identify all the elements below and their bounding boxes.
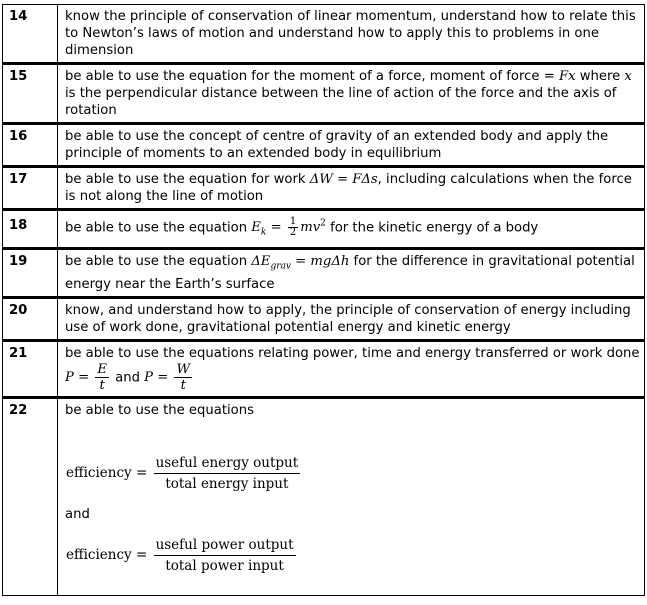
row-text: be able to use the equations efficiency = $\frac{\text{useful energy output}}{\text{total energy input}}$ and efficiency = $\frac{\text{useful power output}}{\text{total power input}}$ xyxy=(58,397,645,595)
row-number: 21 xyxy=(3,340,58,397)
row-text: be able to use the concept of centre of gravity of an extended body and apply the principle of moments to an extended body in equilibrium xyxy=(58,124,645,167)
table-row xyxy=(3,124,645,167)
table-row xyxy=(3,167,645,210)
table-row xyxy=(3,297,645,340)
row-number: 17 xyxy=(3,167,58,210)
row-text: be able to use the equation for work ΔW = FΔs, including calculations when the force is not along the line of motion xyxy=(58,167,645,210)
variable: x xyxy=(624,69,632,84)
row-number: 16 xyxy=(3,124,58,167)
row-number: 18 xyxy=(3,210,58,249)
table-row xyxy=(3,64,645,124)
efficiency-power-equation: efficiency = $\frac{\text{useful power output}}{\text{total power input}}$ xyxy=(66,536,294,574)
row-text: know, and understand how to apply, the principle of conservation of energy including use of work done, gravitational potential energy and kinetic energy xyxy=(58,297,645,340)
table-row xyxy=(3,340,645,397)
equation: $\Delta E_{grav} = mg\Delta h$ xyxy=(251,254,350,272)
row-number: 22 xyxy=(3,397,58,595)
row-text: be able to use the equations relating power, time and energy transferred or work done P = $\frac{E}{t}$ and P = $\frac{W}{t}$ xyxy=(58,340,645,397)
table-row xyxy=(3,210,645,249)
row-text: be able to use the equation $\Delta E_{grav} = mg\Delta h$ for the difference in gravitational potential energy near the Earth’s surface xyxy=(58,249,645,298)
row-text: be able to use the equation $E_k$ = $\frac{1}{2}$ $mv^2$ for the kinetic energy of a body xyxy=(58,210,645,249)
table-row xyxy=(3,249,645,298)
row-number: 20 xyxy=(3,297,58,340)
table-row xyxy=(3,5,645,64)
row-text: know the principle of conservation of linear momentum, understand how to relate this to Newton’s laws of motion and understand how to apply this to problems in one dimension xyxy=(58,5,645,64)
equation: Fx xyxy=(558,69,576,84)
equation: $E_k$ = $\frac{1}{2}$ $mv^2$ xyxy=(251,215,326,239)
row-number: 15 xyxy=(3,64,58,124)
efficiency-energy-equation: efficiency = $\frac{\text{useful energy output}}{\text{total energy input}}$ xyxy=(66,454,299,492)
row-text: be able to use the equation for the moment of a force, moment of force = Fx where x is the perpendicular distance between the line of action of the force and the axis of rotation xyxy=(58,64,645,124)
row-number: 19 xyxy=(3,249,58,298)
specification-table xyxy=(2,4,645,596)
equation-power-work: P = $\frac{W}{t}$ xyxy=(144,361,191,393)
equation-power-energy: P = $\frac{E}{t}$ xyxy=(65,361,107,393)
table-row xyxy=(3,397,645,595)
equation: ΔW = FΔs xyxy=(309,172,378,187)
row-number: 14 xyxy=(3,5,58,64)
